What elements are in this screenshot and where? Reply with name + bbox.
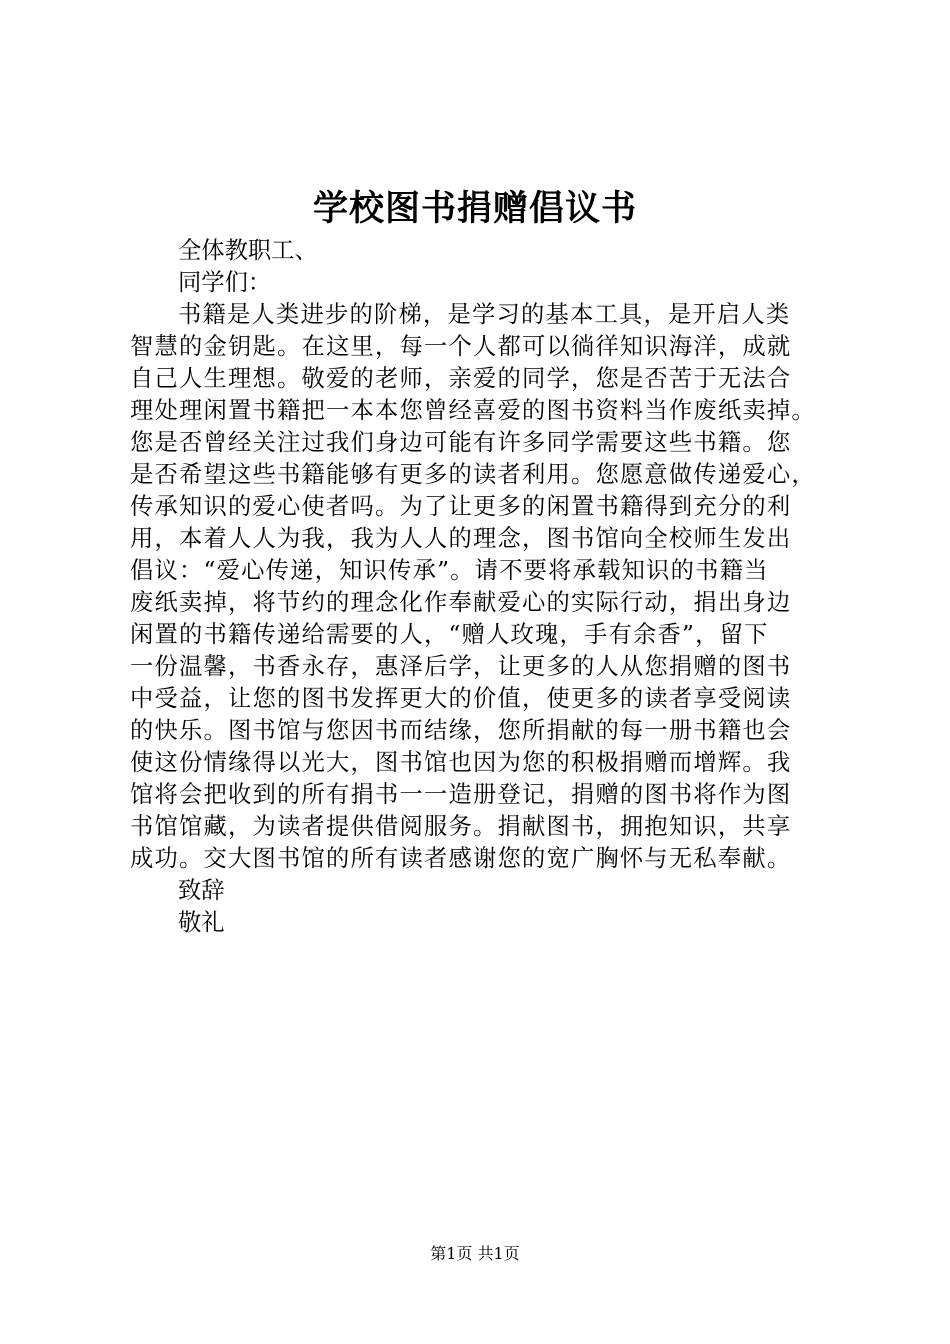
paragraph-line: 馆将会把收到的所有捐书一一造册登记，捐赠的图书将作为图	[130, 781, 792, 808]
paragraph-line: 中受益，让您的图书发挥更大的价值，使更多的读者享受阅读	[130, 685, 792, 712]
closing-line: 致辞	[178, 877, 225, 904]
salutation-line: 同学们：	[178, 269, 272, 296]
salutation-line: 全体教职工、	[178, 237, 318, 264]
paragraph-line: 一份温馨，书香永存，惠泽后学，让更多的人从您捐赠的图书	[130, 653, 792, 680]
paragraph-line: 的快乐。图书馆与您因书而结缘，您所捐献的每一册书籍也会	[130, 717, 792, 744]
paragraph-line: 传承知识的爱心使者吗。为了让更多的闲置书籍得到充分的利	[130, 493, 792, 520]
paragraph-line: 使这份情缘得以光大，图书馆也因为您的积极捐赠而增辉。我	[130, 749, 792, 776]
document-title: 学校图书捐赠倡议书	[312, 188, 637, 229]
paragraph-line: 您是否曾经关注过我们身边可能有许多同学需要这些书籍。您	[130, 429, 792, 456]
paragraph-line: 书馆馆藏，为读者提供借阅服务。捐献图书，拥抱知识，共享	[130, 813, 792, 840]
paragraph-line: 理处理闲置书籍把一本本您曾经喜爱的图书资料当作废纸卖掉。	[130, 397, 816, 424]
paragraph-line: 用，本着人人为我，我为人人的理念，图书馆向全校师生发出	[130, 525, 792, 552]
paragraph-line: 书籍是人类进步的阶梯，是学习的基本工具，是开启人类	[178, 301, 791, 328]
page-number-footer: 第1页 共1页	[430, 1244, 520, 1263]
document-body	[130, 235, 830, 939]
closing-line: 敬礼	[178, 909, 225, 936]
paragraph-line: 倡议：“爱心传递，知识传承”。请不要将承载知识的书籍当	[130, 557, 769, 584]
paragraph-line: 闲置的书籍传递给需要的人，“赠人玫瑰，手有余香”，留下	[130, 621, 769, 648]
paragraph-line: 成功。交大图书馆的所有读者感谢您的宽广胸怀与无私奉献。	[130, 845, 792, 872]
paragraph-line: 是否希望这些书籍能够有更多的读者利用。您愿意做传递爱心，	[130, 461, 816, 488]
paragraph-line: 自己人生理想。敬爱的老师，亲爱的同学，您是否苦于无法合	[130, 365, 792, 392]
paragraph-line: 智慧的金钥匙。在这里，每一个人都可以徜徉知识海洋，成就	[130, 333, 792, 360]
paragraph-line: 废纸卖掉，将节约的理念化作奉献爱心的实际行动，捐出身边	[130, 589, 792, 616]
